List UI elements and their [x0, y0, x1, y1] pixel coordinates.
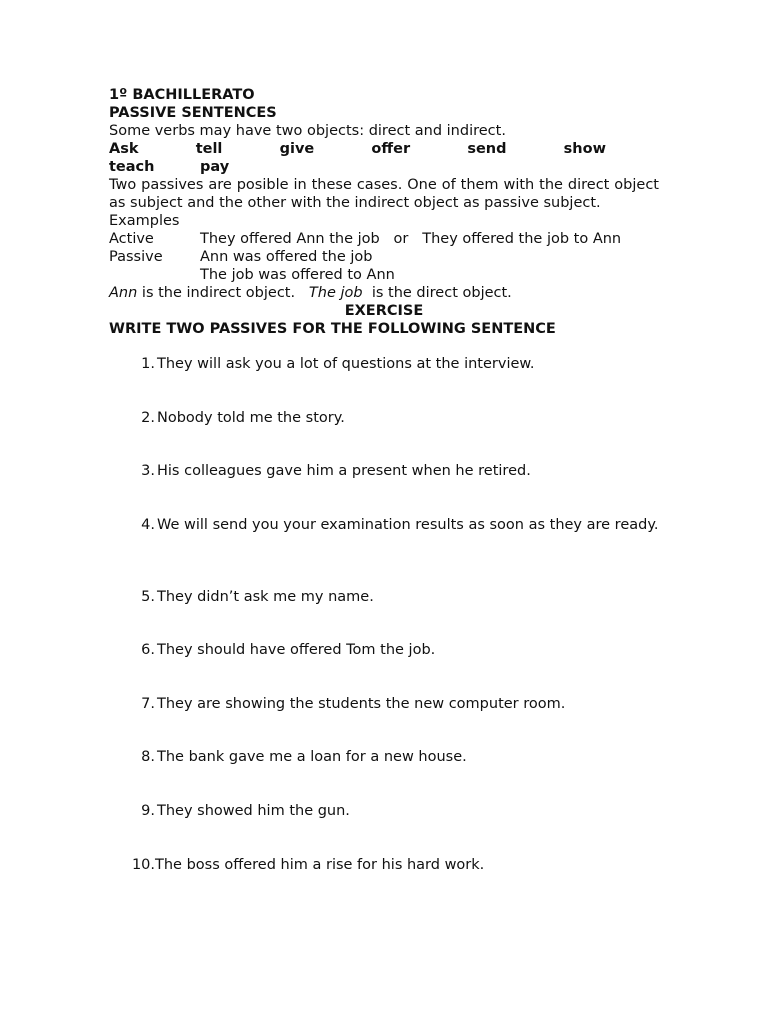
item-number: 2.	[141, 410, 155, 426]
note-job-italic: The job	[308, 285, 363, 301]
note-mid-text: is the indirect object.	[137, 285, 309, 301]
list-item	[109, 355, 659, 373]
explanation-paragraph: Two passives are posible in these cases. One of them with the direct object as subject and the other with the indirect object as passive subject.	[109, 177, 659, 211]
worksheet-header-section	[109, 86, 659, 338]
item-sentence: The bank gave me a loan for a new house.	[157, 749, 467, 765]
passive-spacer	[109, 266, 200, 284]
topic-title: PASSIVE SENTENCES	[109, 105, 277, 121]
item-sentence: His colleagues gave him a present when he retired.	[157, 463, 531, 479]
item-sentence: The boss offered him a rise for his hard work.	[155, 857, 485, 873]
item-sentence: They will ask you a lot of questions at the interview.	[157, 356, 535, 372]
list-item	[109, 588, 659, 606]
exercise-instruction: WRITE TWO PASSIVES FOR THE FOLLOWING SENTENCE	[109, 321, 556, 337]
item-number: 1.	[141, 356, 155, 372]
item-number: 7.	[141, 696, 155, 712]
item-number: 10.	[131, 857, 155, 873]
passive-example-text-1: Ann was offered the job	[200, 249, 373, 265]
item-number: 8.	[141, 749, 155, 765]
list-item	[109, 802, 659, 820]
list-item	[109, 409, 659, 427]
intro-text: Some verbs may have two objects: direct and indirect.	[109, 123, 506, 139]
list-item	[109, 641, 659, 659]
active-label: Active	[109, 231, 154, 247]
examples-label: Examples	[109, 213, 180, 229]
item-sentence: They are showing the students the new computer room.	[157, 696, 566, 712]
list-item	[109, 695, 659, 713]
passive-example-text-2: The job was offered to Ann	[200, 267, 395, 283]
verb-ask: Ask	[109, 141, 139, 157]
verb-tell: tell	[195, 141, 223, 157]
passive-example-row-2	[109, 266, 659, 284]
exercise-heading: EXERCISE	[344, 303, 424, 319]
verb-teach: teach	[109, 159, 155, 175]
list-item	[109, 516, 659, 534]
list-item	[109, 462, 659, 480]
item-sentence: They didn’t ask me my name.	[157, 589, 374, 605]
item-number: 3.	[141, 463, 155, 479]
verb-send: send	[467, 141, 507, 157]
item-number: 5.	[141, 589, 155, 605]
passive-example-row	[109, 248, 659, 266]
active-example-row	[109, 230, 659, 248]
verb-show: show	[563, 141, 606, 157]
item-sentence: Nobody told me the story.	[157, 410, 345, 426]
list-item	[109, 748, 659, 766]
course-title: 1º BACHILLERATO	[109, 87, 255, 103]
passive-label: Passive	[109, 249, 163, 265]
note-end-text: is the direct object.	[362, 285, 512, 301]
verb-offer: offer	[371, 141, 411, 157]
item-number: 4.	[141, 517, 155, 533]
list-item	[109, 856, 659, 874]
item-sentence: They should have offered Tom the job.	[157, 642, 436, 658]
verb-give: give	[279, 141, 315, 157]
verb-pay: pay	[200, 159, 230, 175]
item-sentence: They showed him the gun.	[157, 803, 350, 819]
item-number: 6.	[141, 642, 155, 658]
note-ann-italic: Ann	[109, 285, 138, 301]
item-number: 9.	[141, 803, 155, 819]
active-example-text: They offered Ann the job or They offered the job to Ann	[200, 231, 622, 247]
verb-list-row-2	[109, 158, 659, 176]
verb-list-row-1	[109, 140, 606, 158]
object-note-row	[109, 284, 659, 302]
item-sentence: We will send you your examination results as soon as they are ready.	[157, 517, 659, 533]
